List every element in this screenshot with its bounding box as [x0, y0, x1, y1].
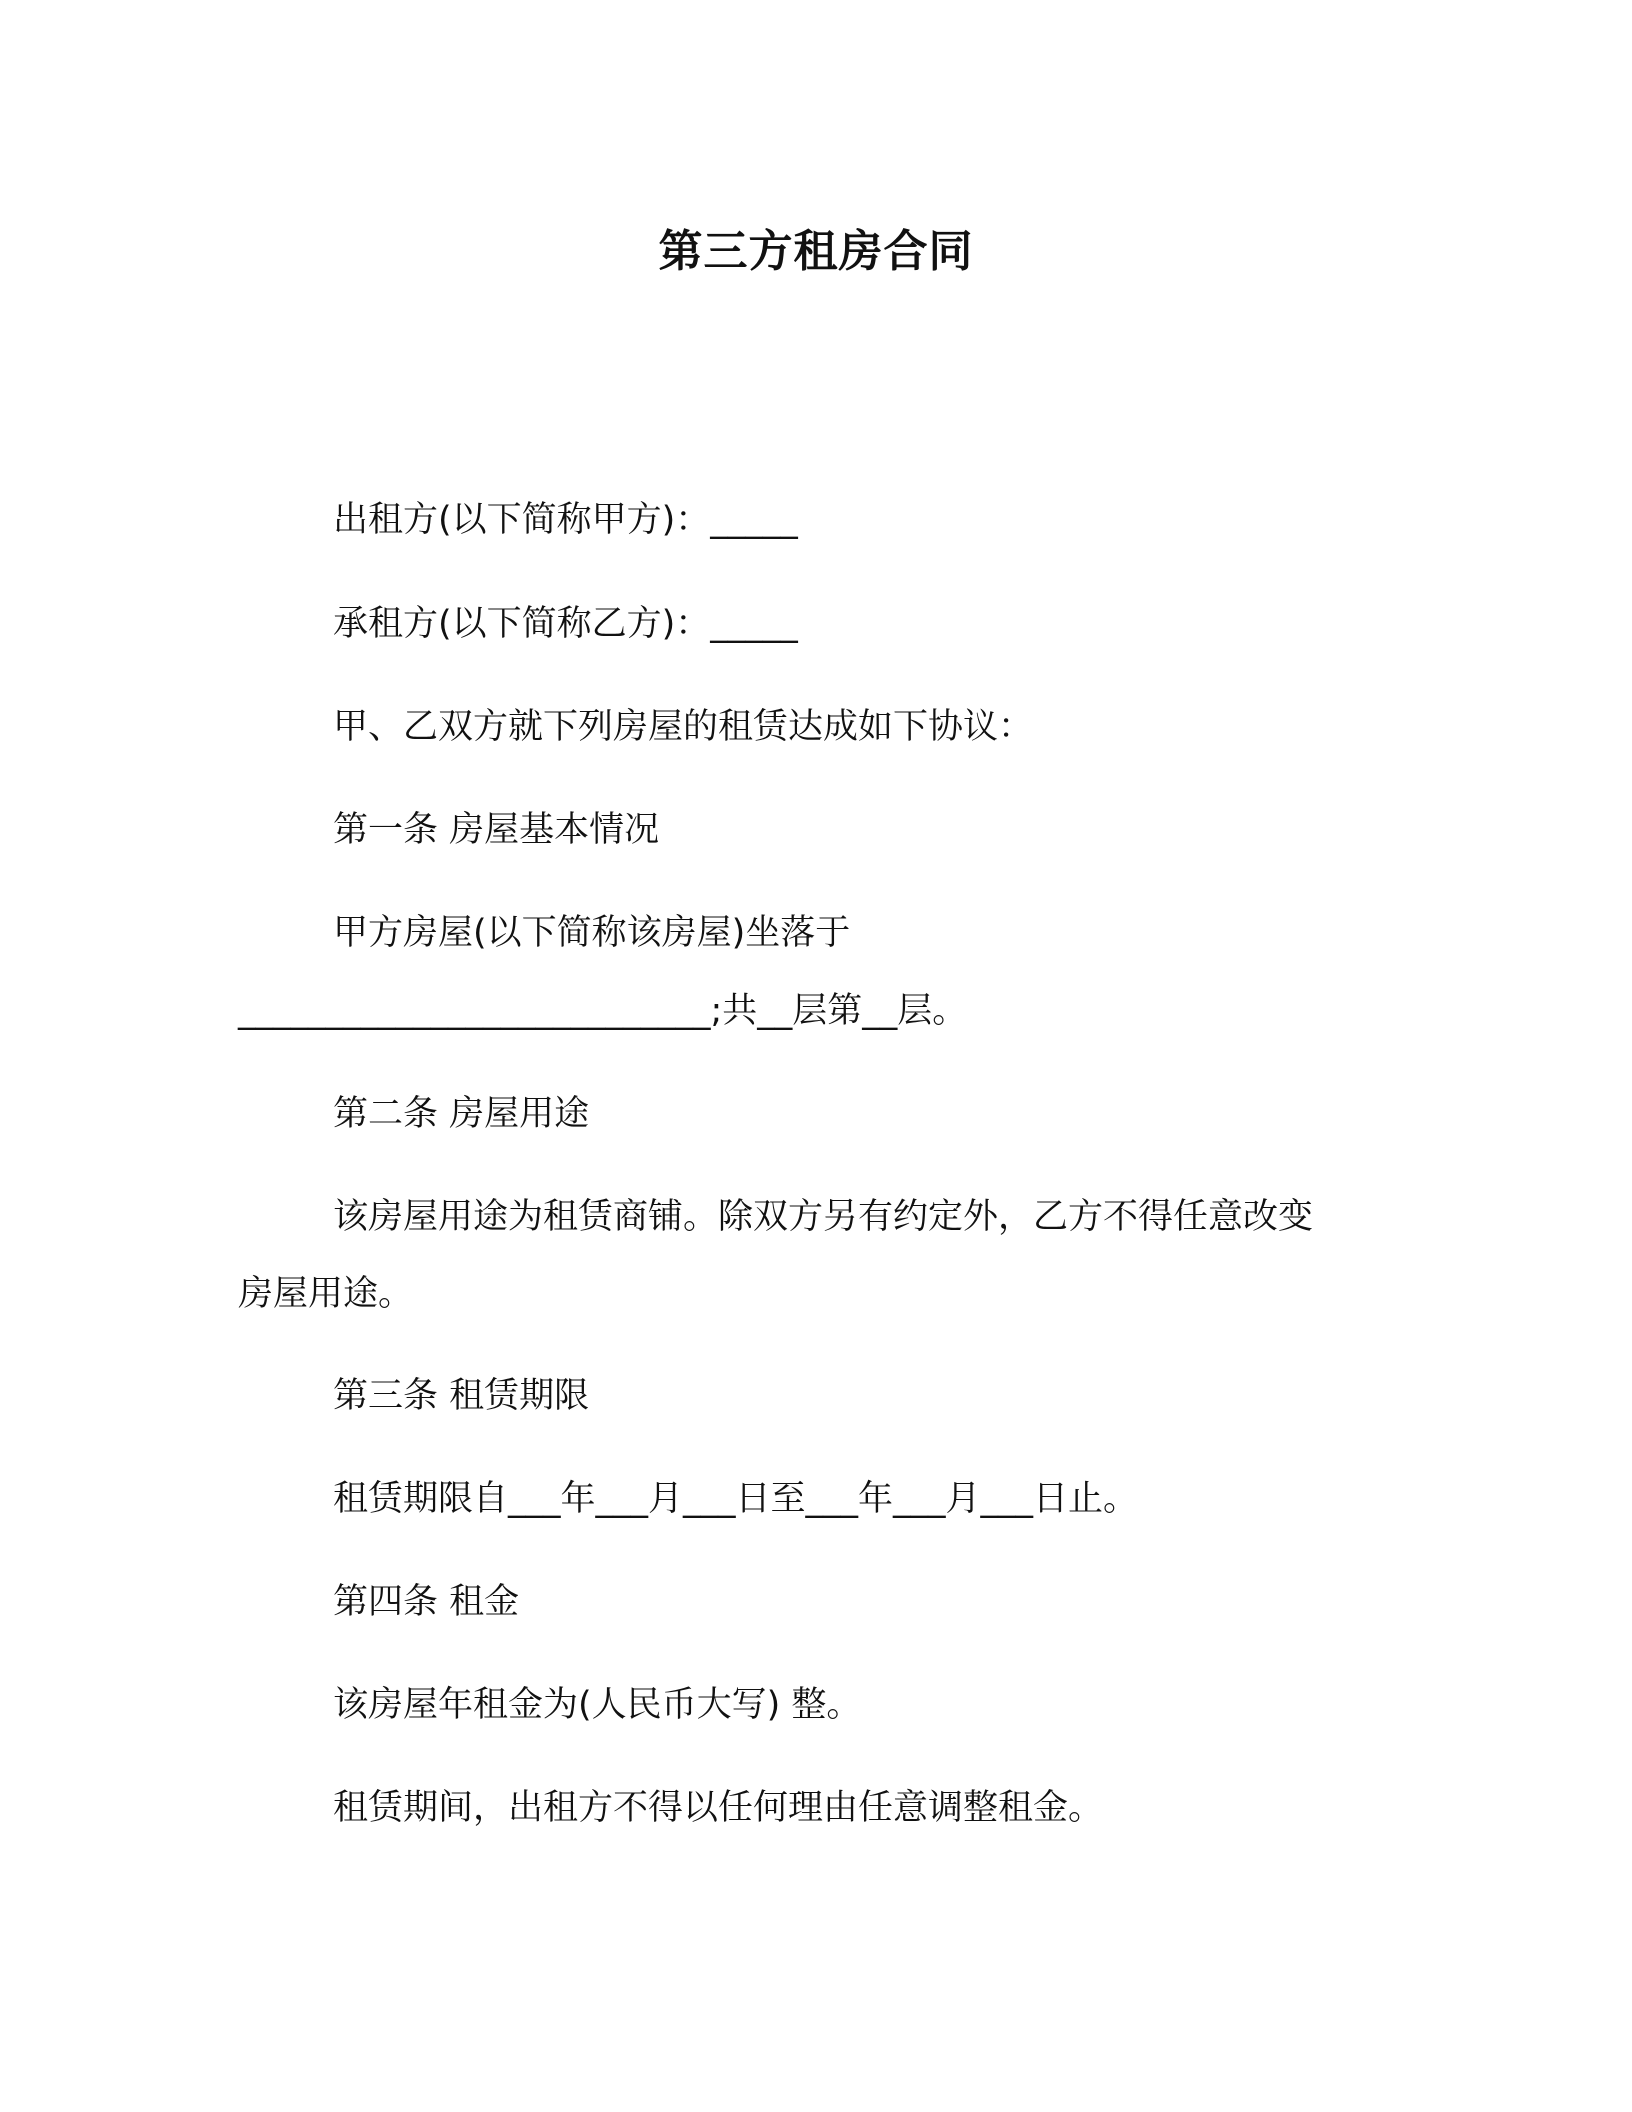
- article-3-text: 租赁期限自___年___月___日至___年___月___日止。: [333, 1479, 1139, 1519]
- lessee-line: 承租方(以下简称乙方)：_____: [333, 604, 798, 644]
- article-1-text: 甲方房屋(以下简称该房屋)坐落于: [333, 913, 851, 953]
- article-4-heading: 第四条 租金: [333, 1582, 520, 1622]
- article-2-text: 该房屋用途为租赁商铺。除双方另有约定外，乙方不得任意改变: [333, 1197, 1314, 1237]
- article-4-text-2: 租赁期间，出租方不得以任何理由任意调整租金。: [333, 1788, 1104, 1828]
- article-1-text-cont: ___________________________;共__层第__层。: [238, 991, 968, 1031]
- article-2-heading: 第二条 房屋用途: [333, 1094, 590, 1134]
- article-3-heading: 第三条 租赁期限: [333, 1376, 590, 1416]
- article-1-heading: 第一条 房屋基本情况: [333, 810, 660, 850]
- article-4-text: 该房屋年租金为(人民币大写) 整。: [333, 1685, 862, 1725]
- article-2-text-cont: 房屋用途。: [238, 1274, 414, 1314]
- agreement-intro: 甲、乙双方就下列房屋的租赁达成如下协议：: [333, 707, 1034, 747]
- document-title: 第三方租房合同: [658, 226, 974, 277]
- lessor-line: 出租方(以下简称甲方)：_____: [333, 500, 798, 540]
